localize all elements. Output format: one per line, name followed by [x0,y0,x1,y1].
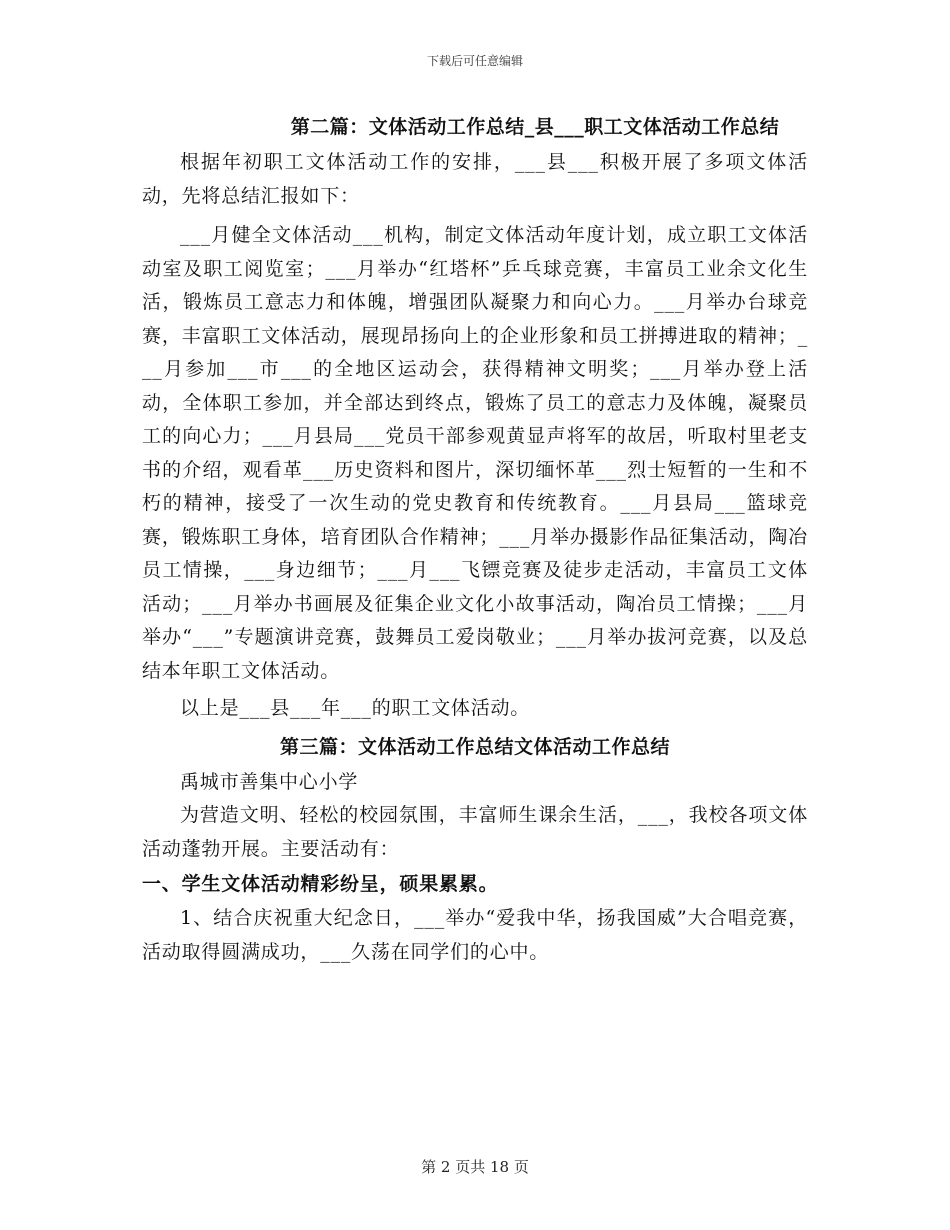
section-3-title: 第三篇：文体活动工作总结文体活动工作总结 [279,735,670,758]
section-2-paragraph-activities: ___月健全文体活动___机构，制定文体活动年度计划，成立职工文体活动室及职工阅览室；___月举办“红塔杯”乒乓球竞赛，丰富员工业余文化生活，锻炼员工意志力和体魄，增强团队凝聚力和向心力。___月举办台球竞赛，丰富职工文体活动，展现昂扬向上的企业形象和员工拼搏进取的精神；___月参加___市___的全地区运动会，获得精神文明奖；___月举办登上活动，全体职工参加，并全部达到终点，锻炼了员工的意志力及体魄，凝聚员工的向心力；___月县局___党员干部参观黄显声将军的故居，听取村里老支书的介绍，观看革___历史资料和图片，深切缅怀革___烈士短暂的一生和不朽的精神，接受了一次生动的党史教育和传统教育。___月县局___篮球竞赛，锻炼职工身体，培育团队合作精神；___月举办摄影作品征集活动，陶冶员工情操，___身边细节；___月___飞镖竞赛及徒步走活动，丰富员工文体活动；___月举办书画展及征集企业文化小故事活动，陶冶员工情操；___月举办“___”专题演讲竞赛，鼓舞员工爱岗敬业；___月举办拔河竞赛，以及总结本年职工文体活动。 [142,224,808,682]
section-2-paragraph-intro: 根据年初职工文体活动工作的安排，___县___积极开展了多项文体活动，先将总结汇报如下： [142,151,808,207]
page-header-note: 下载后可任意编辑 [426,54,523,68]
section-3-subheading: 一、学生文体活动精彩纷呈，硕果累累。 [142,873,499,895]
section-3-school-name: 禹城市善集中心小学 [180,770,359,793]
document-body [142,108,808,969]
section-2-paragraph-conclusion: 以上是___县___年___的职工文体活动。 [180,697,531,719]
section-3-intro: 为营造文明、轻松的校园氛围，丰富师生课余生活，___，我校各项文体活动蓬勃开展。主要活动有： [142,804,808,860]
section-3-item-1: 1、结合庆祝重大纪念日，___举办“爱我中华，扬我国威”大合唱竞赛，活动取得圆满成功，___久荡在同学们的心中。 [142,907,808,963]
page-number: 第 2 页共 18 页 [421,1158,529,1176]
section-2-title: 第二篇：文体活动工作总结_县___职工文体活动工作总结 [290,116,780,138]
